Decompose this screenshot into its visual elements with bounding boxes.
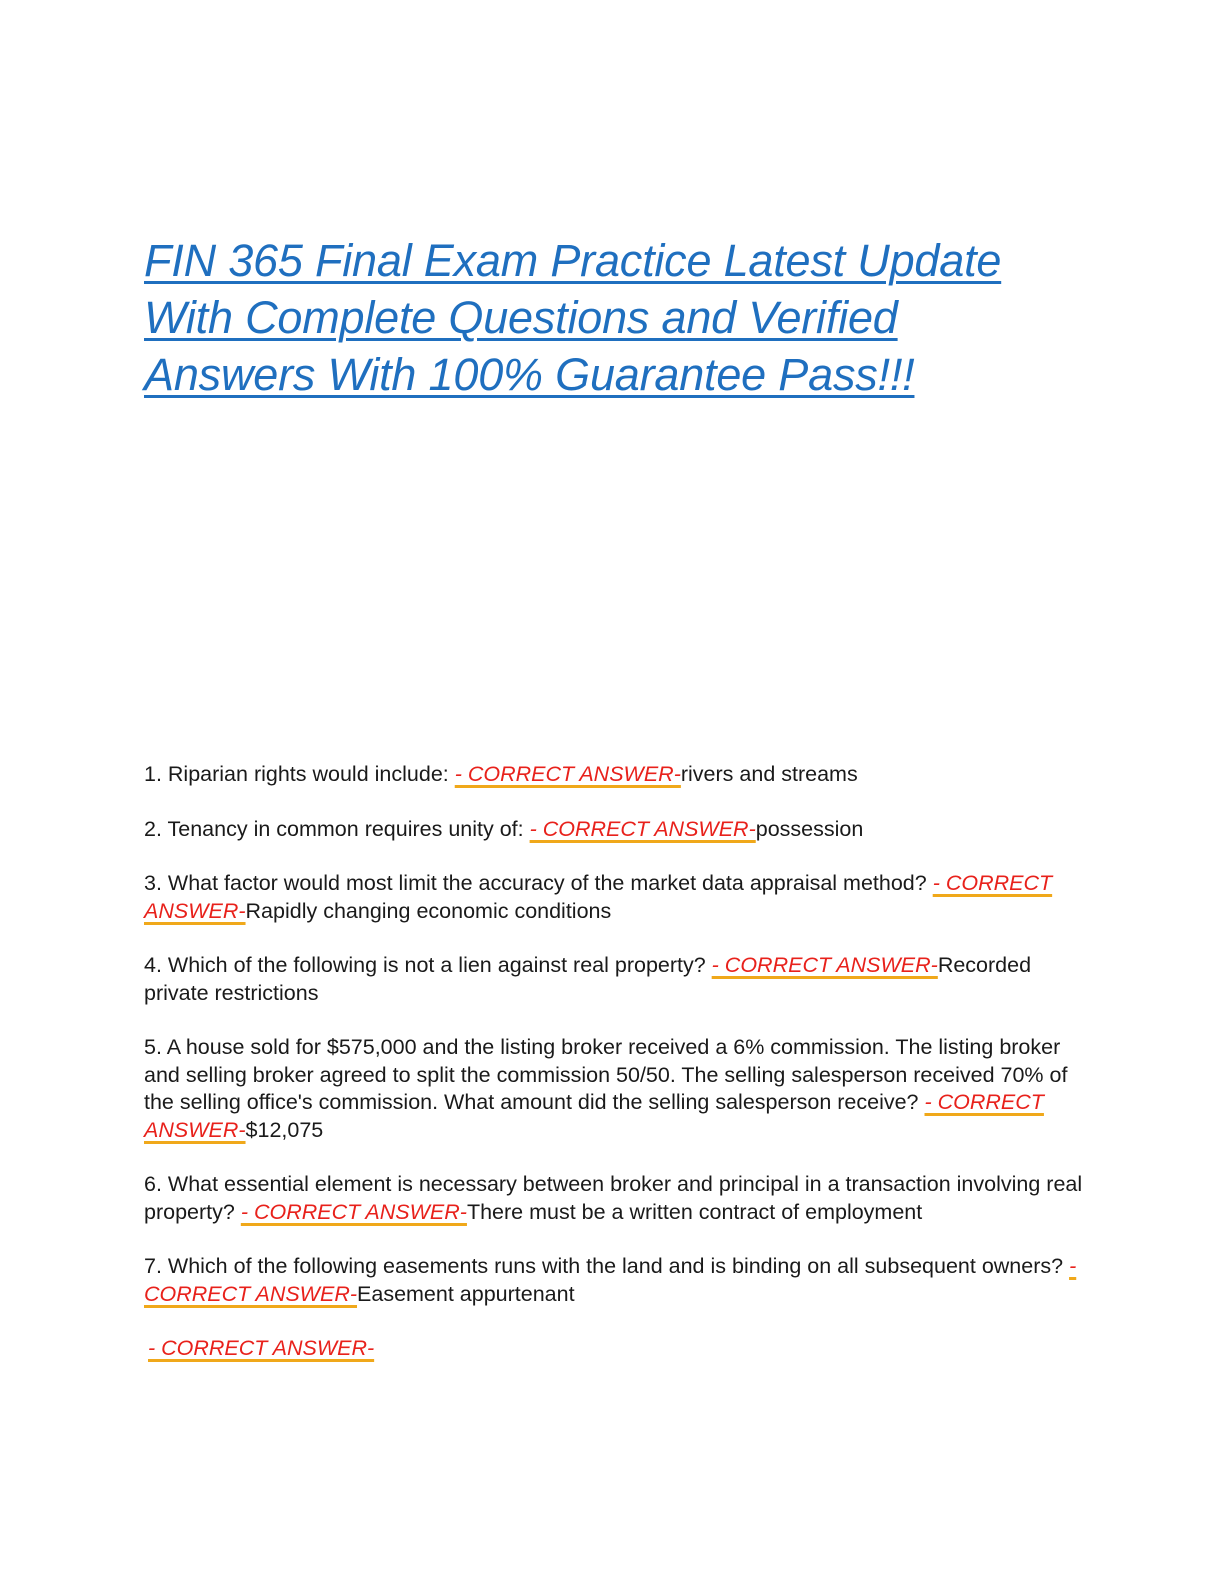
- question-text: 7. Which of the following easements runs with the land and is binding on all subsequent owners?: [144, 1254, 1070, 1278]
- correct-answer-tag[interactable]: - CORRECT ANSWER-: [711, 953, 938, 977]
- qa-item: [144, 952, 1084, 1007]
- correct-answer-tag[interactable]: - CORRECT ANSWER-: [144, 1254, 1077, 1306]
- correct-answer-tag[interactable]: - CORRECT ANSWER-: [240, 1199, 467, 1224]
- question-text: 6. What essential element is necessary between broker and principal in a transaction involving real property?: [144, 1172, 1083, 1224]
- correct-answer-tag[interactable]: - CORRECT ANSWER-: [144, 1090, 1044, 1142]
- correct-answer-tag[interactable]: - CORRECT ANSWER-: [454, 762, 681, 786]
- correct-answer-tag[interactable]: - CORRECT ANSWER-: [148, 1336, 375, 1360]
- question-text: 5. A house sold for $575,000 and the listing broker received a 6% commission. The listing broker and selling broker agreed to split the commission 50/50. The selling salesperson received 70% of the selling office's commission. What amount did the selling salesperson receive?: [144, 1035, 1068, 1114]
- title-line: Answers With 100% Guarantee Pass!!!: [144, 349, 915, 400]
- correct-answer-tag[interactable]: - CORRECT ANSWER-: [144, 871, 1053, 923]
- qa-item: [144, 1253, 1084, 1308]
- answer-text: $12,075: [245, 1117, 324, 1142]
- question-answer-list: [144, 761, 1084, 1390]
- qa-item: [144, 1171, 1084, 1226]
- question-text: 3. What factor would most limit the accuracy of the market data appraisal method?: [144, 871, 933, 895]
- document-title[interactable]: [144, 232, 1084, 403]
- question-text: 2. Tenancy in common requires unity of:: [144, 816, 530, 841]
- answer-text: Rapidly changing economic conditions: [245, 898, 612, 923]
- title-line: FIN 365 Final Exam Practice Latest Update: [144, 235, 1002, 286]
- qa-item: [144, 1034, 1084, 1144]
- answer-text: Recorded private restrictions: [144, 953, 1032, 1005]
- answer-text: rivers and streams: [680, 762, 858, 786]
- qa-item: [144, 761, 1084, 789]
- qa-item: [144, 816, 1084, 844]
- answer-text: There must be a written contract of employment: [466, 1199, 923, 1224]
- qa-item: [144, 870, 1084, 925]
- answer-text: possession: [755, 816, 864, 841]
- answer-text: Easement appurtenant: [357, 1281, 575, 1306]
- qa-item: [144, 1335, 1084, 1363]
- title-line: With Complete Questions and Verified: [144, 292, 898, 343]
- correct-answer-tag[interactable]: - CORRECT ANSWER-: [529, 816, 756, 841]
- question-text: 1. Riparian rights would include:: [144, 762, 455, 786]
- question-text: 4. Which of the following is not a lien against real property?: [144, 953, 712, 977]
